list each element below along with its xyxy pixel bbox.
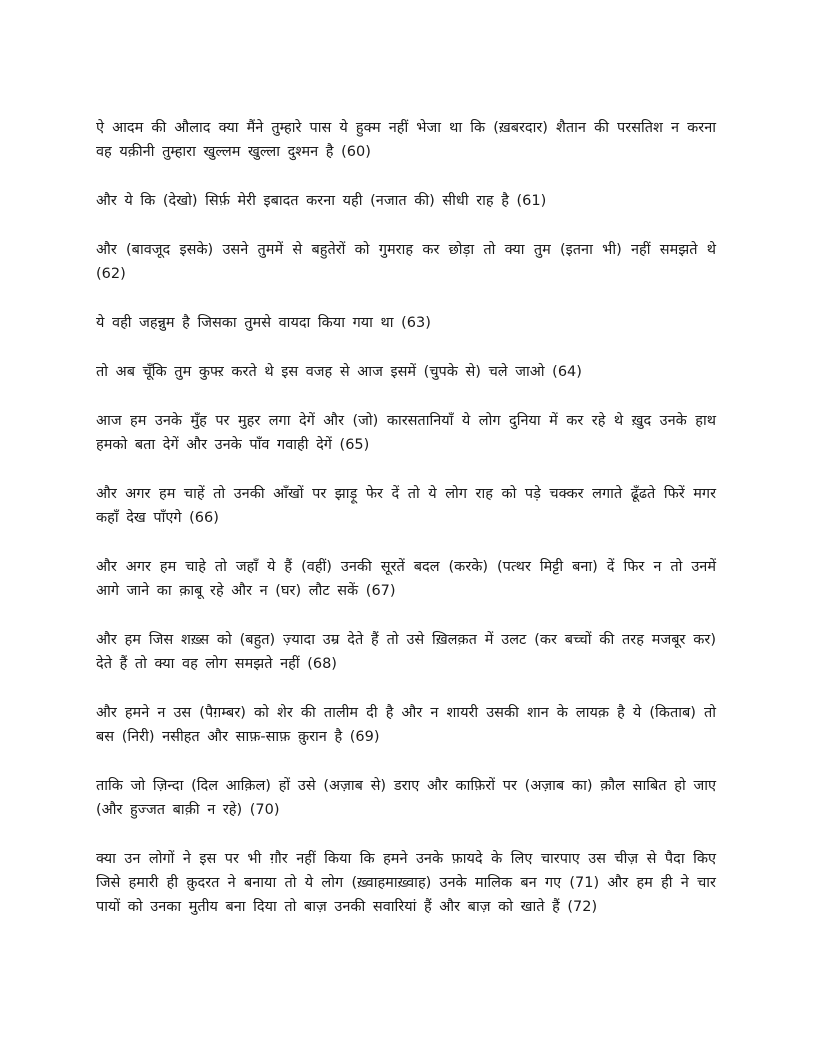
verse-paragraph-61: और ये कि (देखो) सिर्फ़ मेरी इबादत करना यही (नजात की) सीधी राह है (61) — [96, 193, 547, 209]
verse-paragraph-69: और हमने न उस (पैग़म्बर) को शेर की तालीम दी है और न शायरी उसकी शान के लायक़ है ये (किताब) तो बस (निरी) नसीहत और साफ़-साफ़ क़ुरान है (69) — [96, 705, 716, 745]
verse-paragraph-65: आज हम उनके मुँह पर मुहर लगा देगें और (जो) कारसतानियाँ ये लोग दुनिया में कर रहे थे ख़ुद उनके हाथ हमको बता देगें और उनके पाँव गवाही देगें (65) — [96, 413, 716, 453]
verse-paragraph-68: और हम जिस शख़्स को (बहुत) ज़्यादा उम्र देते हैं तो उसे ख़िलक़त में उलट (कर बच्चों की तरह मजबूर कर) देते हैं तो क्या वह लोग समझते नहीं (68) — [96, 632, 716, 672]
verse-paragraph-70: ताकि जो ज़िन्दा (दिल आक़िल) हों उसे (अज़ाब से) डराए और काफ़िरों पर (अज़ाब का) क़ौल साबित हो जाए (और हुज्जत बाक़ी न रहे) (70) — [96, 778, 716, 818]
verse-paragraph-67: और अगर हम चाहे तो जहाँ ये हैं (वहीं) उनकी सूरतें बदल (करके) (पत्थर मिट्टी बना) दें फिर न तो उनमें आगे जाने का क़ाबू रहे और न (घर) लौट सकें (67) — [96, 559, 716, 599]
document-body — [96, 116, 716, 944]
verse-paragraph-71-72: क्या उन लोगों ने इस पर भी ग़ौर नहीं किया कि हमने उनके फ़ायदे के लिए चारपाए उस चीज़ से पैदा किए जिसे हमारी ही क़ुदरत ने बनाया तो ये लोग (ख़्वाहमाख़्वाह) उनके मालिक बन गए (71) और हम ही ने चार पायों को उनका मुतीय बना दिया तो बाज़ उनकी सवारियां हैं और बाज़ को खाते हैं (72) — [96, 851, 716, 915]
verse-paragraph-60: ऐ आदम की औलाद क्या मैंने तुम्हारे पास ये हुक्म नहीं भेजा था कि (ख़बरदार) शैतान की परसतिश न करना वह यक़ीनी तुम्हारा खुल्लम खुल्ला दुश्मन है (60) — [96, 120, 716, 160]
verse-paragraph-62: और (बावजूद इसके) उसने तुममें से बहुतेरों को गुमराह कर छोड़ा तो क्या तुम (इतना भी) नहीं समझते थे (62) — [96, 242, 716, 282]
verse-paragraph-64: तो अब चूँकि तुम कुफ्ऱ करते थे इस वजह से आज इसमें (चुपके से) चले जाओ (64) — [96, 364, 582, 380]
verse-paragraph-63: ये वही जहन्नुम है जिसका तुमसे वायदा किया गया था (63) — [96, 315, 431, 331]
verse-paragraph-66: और अगर हम चाहें तो उनकी आँखों पर झाड़ू फेर दें तो ये लोग राह को पड़े चक्कर लगाते ढूँढते फिरें मगर कहाँ देख पाँएगे (66) — [96, 486, 716, 526]
